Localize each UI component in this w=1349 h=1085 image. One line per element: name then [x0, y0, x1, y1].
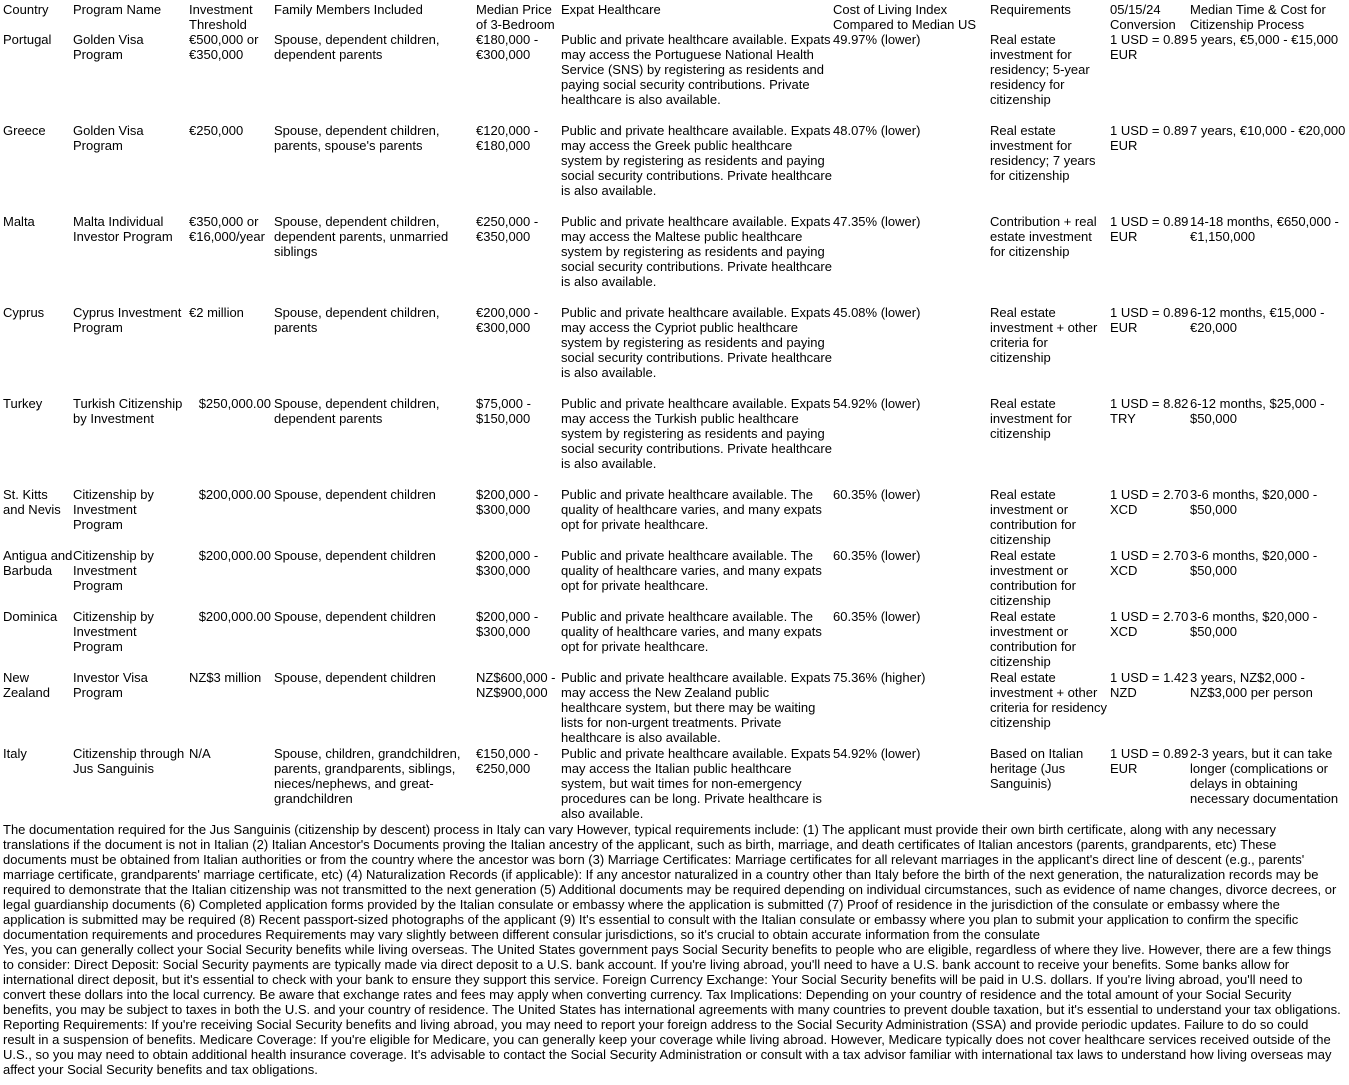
- cell-program[interactable]: Citizenship by Investment Program: [73, 609, 154, 654]
- cell-price[interactable]: €250,000 - €350,000: [476, 214, 539, 244]
- table-row: [3, 214, 1347, 305]
- cell-threshold[interactable]: €500,000 or €350,000: [189, 32, 259, 62]
- cell-threshold[interactable]: $200,000.00: [198, 548, 271, 563]
- cell-healthcare[interactable]: Public and private healthcare available. Expats may access the Turkish public healthcare system by registering as residents and paying social security contributions. Private healthcare is also available.: [561, 396, 832, 471]
- cell-country[interactable]: Italy: [3, 746, 27, 761]
- cell-requirements[interactable]: Real estate investment for citizenship: [990, 396, 1072, 441]
- table-row: [3, 487, 1347, 548]
- cell-country[interactable]: Malta: [3, 214, 35, 229]
- cell-time-cost[interactable]: 3 years, NZ$2,000 - NZ$3,000 per person: [1190, 670, 1313, 700]
- social-security-note[interactable]: Yes, you can generally collect your Social Security benefits while living overseas. The United States government pays Social Security benefits to people who are eligible, regardless of where they live. However, there are a few things to consider: Direct Deposit: Social Security payments are typically made via direct deposit to a U.S. bank account. If you're living abroad, you'll need to have a U.S. bank account to receive your benefits. Some banks allow for international direct deposit, but it's essential to check with your bank to ensure they support this service. Foreign Currency Exchange: Your Social Security benefits will be paid in U.S. dollars. If you're living abroad, you'll need to convert these dollars into the local currency. Be aware that exchange rates and fees may apply when converting currency. Tax Implications: Depending on your country of residence and the total amount of your Social Security benefits, you may be subject to taxes in both the U.S. and your country of residence. The United States has international agreements with many countries to prevent double taxation, but it's essential to understand your tax obligations. Reporting Requirements: If you're receiving Social Security benefits and living abroad, you may need to report your foreign address to the Social Security Administration (SSA) and provide periodic updates. Failure to do so could result in a suspension of benefits. Medicare Coverage: If you're eligible for Medicare, you can generally keep your coverage while living abroad. However, Medicare typically does not cover healthcare services received outside of the U.S., so you may need to obtain additional health insurance coverage. It's advisable to contact the Social Security Administration or consult with a tax advisor familiar with international tax laws to understand how living overseas may affect your Social Security benefits and tax obligations.: [3, 942, 1341, 1077]
- cell-time-cost[interactable]: 6-12 months, €15,000 - €20,000: [1190, 305, 1325, 335]
- header-conversion[interactable]: 05/15/24 Conversion: [1110, 2, 1176, 32]
- cell-cost-of-living[interactable]: 54.92% (lower): [833, 746, 921, 761]
- cell-family[interactable]: Spouse, dependent children: [274, 609, 436, 624]
- cell-country[interactable]: Turkey: [3, 396, 43, 411]
- cell-program[interactable]: Citizenship by Investment Program: [73, 548, 154, 593]
- cell-country[interactable]: Portugal: [3, 32, 52, 47]
- cell-program[interactable]: Golden Visa Program: [73, 123, 144, 153]
- cell-program[interactable]: Citizenship through Jus Sanguinis: [73, 746, 185, 776]
- cell-price[interactable]: €180,000 - €300,000: [476, 32, 539, 62]
- cell-country[interactable]: Greece: [3, 123, 46, 138]
- header-time-cost[interactable]: Median Time & Cost for Citizenship Process: [1190, 2, 1326, 32]
- cell-cost-of-living[interactable]: 60.35% (lower): [833, 548, 921, 563]
- header-family-members[interactable]: Family Members Included: [274, 2, 423, 17]
- cell-family[interactable]: Spouse, dependent children: [274, 670, 436, 685]
- cell-requirements[interactable]: Real estate investment or contribution for citizenship: [990, 548, 1076, 608]
- cell-threshold[interactable]: €350,000 or €16,000/year: [189, 214, 265, 244]
- table-row: [3, 32, 1347, 123]
- cell-threshold[interactable]: NZ$3 million: [189, 670, 262, 685]
- cell-conversion[interactable]: 1 USD = 0.89 EUR: [1110, 123, 1189, 153]
- cell-conversion[interactable]: 1 USD = 0.89 EUR: [1110, 32, 1189, 62]
- cell-healthcare[interactable]: Public and private healthcare available. Expats may access the Italian public healthcare system, but wait times for non-emergency procedures can be long. Private healthcare is also available.: [561, 746, 831, 821]
- cell-requirements[interactable]: Contribution + real estate investment for citizenship: [990, 214, 1097, 259]
- cell-family[interactable]: Spouse, dependent children: [274, 487, 436, 502]
- cell-requirements[interactable]: Real estate investment + other criteria for residency citizenship: [990, 670, 1108, 730]
- cell-price[interactable]: $200,000 - $300,000: [476, 487, 539, 517]
- cell-family[interactable]: Spouse, dependent children, parents: [274, 305, 440, 335]
- cell-healthcare[interactable]: Public and private healthcare available. Expats may access the Maltese public healthcare system by registering as residents and paying social security contributions. Private healthcare is also available.: [561, 214, 832, 289]
- header-country[interactable]: Country: [3, 2, 49, 17]
- cell-cost-of-living[interactable]: 60.35% (lower): [833, 487, 921, 502]
- table-row: [3, 746, 1347, 822]
- cell-family[interactable]: Spouse, dependent children, dependent parents: [274, 396, 440, 426]
- table-row: [3, 396, 1347, 487]
- cell-program[interactable]: Cyprus Investment Program: [73, 305, 182, 335]
- cell-price[interactable]: €200,000 - €300,000: [476, 305, 539, 335]
- cell-requirements[interactable]: Real estate investment for residency; 7 years for citizenship: [990, 123, 1096, 183]
- cell-time-cost[interactable]: 7 years, €10,000 - €20,000: [1190, 123, 1346, 138]
- cell-price[interactable]: $200,000 - $300,000: [476, 548, 539, 578]
- table-row: [3, 123, 1347, 214]
- header-program-name[interactable]: Program Name: [73, 2, 162, 17]
- cell-conversion[interactable]: 1 USD = 2.70 XCD: [1110, 548, 1189, 578]
- cell-time-cost[interactable]: 3-6 months, $20,000 - $50,000: [1190, 609, 1318, 639]
- cell-healthcare[interactable]: Public and private healthcare available. Expats may access the Greek public healthcare system by registering as residents and paying social security contributions. Private healthcare is also available.: [561, 123, 832, 198]
- cell-conversion[interactable]: 1 USD = 2.70 XCD: [1110, 487, 1189, 517]
- cell-price[interactable]: €120,000 - €180,000: [476, 123, 539, 153]
- cell-cost-of-living[interactable]: 54.92% (lower): [833, 396, 921, 411]
- cell-threshold[interactable]: $200,000.00: [198, 487, 271, 502]
- cell-requirements[interactable]: Real estate investment + other criteria for citizenship: [990, 305, 1098, 365]
- cell-price[interactable]: €150,000 - €250,000: [476, 746, 539, 776]
- jus-sanguinis-documentation-note[interactable]: The documentation required for the Jus Sanguinis (citizenship by descent) process in Italy can vary However, typical requirements include: (1) The applicant must provide their own birth certificate, along with any necessary translations if the document is not in Italian (2) Italian Ancestor's Documents proving the Italian ancestry of the applicant, such as birth, marriage, and death certificates of Italian ancestors (parents, grandparents, etc) These documents must be obtained from Italian authorities or from the country where the ancestor was born (3) Marriage Certificates: Marriage certificates for all relevant marriages in the applicant's direct line of descent (e.g., parents' marriage certificate, grandparents' marriage certificate, etc) (4) Naturalization Records (if applicable): If any ancestor naturalized in a country other than Italy before the birth of the next generation, the naturalization records may be required to demonstrate that the Italian citizenship was not transmitted to the next generation (5) Additional documents may be required depending on individual circumstances, such as evidence of name changes, divorce decrees, or legal guardianship documents (6) Completed application forms provided by the Italian consulate or embassy where the application is submitted (7) Proof of residence in the jurisdiction of the consulate or embassy where the application is submitted may be required (8) Recent passport-sized photographs of the applicant (9) It's essential to consult with the Italian consulate or embassy where you plan to submit your application to confirm the specific documentation requirements and procedures Requirements may vary slightly between different consular jurisdictions, so it's crucial to obtain accurate information from the consulate: [3, 822, 1337, 942]
- cell-healthcare[interactable]: Public and private healthcare available. Expats may access the New Zealand public healthcare system, but there may be waiting lists for non-urgent treatments. Private healthcare is also available.: [561, 670, 831, 745]
- cell-time-cost[interactable]: 14-18 months, €650,000 - €1,150,000: [1190, 214, 1339, 244]
- cell-cost-of-living[interactable]: 45.08% (lower): [833, 305, 921, 320]
- citizenship-table: [3, 2, 1347, 822]
- cell-threshold[interactable]: $250,000.00: [198, 396, 271, 411]
- cell-healthcare[interactable]: Public and private healthcare available. The quality of healthcare varies, and many expats opt for private healthcare.: [561, 548, 822, 593]
- cell-threshold[interactable]: $200,000.00: [198, 609, 271, 624]
- cell-conversion[interactable]: 1 USD = 1.42 NZD: [1110, 670, 1189, 700]
- table-row: [3, 548, 1347, 609]
- cell-family[interactable]: Spouse, dependent children, dependent parents, unmarried siblings: [274, 214, 449, 259]
- cell-price[interactable]: $200,000 - $300,000: [476, 609, 539, 639]
- cell-program[interactable]: Investor Visa Program: [73, 670, 148, 700]
- cell-time-cost[interactable]: 5 years, €5,000 - €15,000: [1190, 32, 1339, 47]
- cell-program[interactable]: Citizenship by Investment Program: [73, 487, 154, 532]
- cell-family[interactable]: Spouse, dependent children, parents, spouse's parents: [274, 123, 440, 153]
- cell-country[interactable]: Dominica: [3, 609, 58, 624]
- cell-conversion[interactable]: 1 USD = 2.70 XCD: [1110, 609, 1189, 639]
- header-requirements[interactable]: Requirements: [990, 2, 1071, 17]
- cell-country[interactable]: Cyprus: [3, 305, 45, 320]
- header-expat-healthcare[interactable]: Expat Healthcare: [561, 2, 661, 17]
- cell-time-cost[interactable]: 6-12 months, $25,000 - $50,000: [1190, 396, 1325, 426]
- cell-country[interactable]: St. Kitts and Nevis: [3, 487, 61, 517]
- header-investment-threshold[interactable]: Investment Threshold: [189, 2, 253, 32]
- header-median-price[interactable]: Median Price of 3-Bedroom: [476, 2, 555, 32]
- cell-cost-of-living[interactable]: 48.07% (lower): [833, 123, 921, 138]
- cell-requirements[interactable]: Real estate investment or contribution for citizenship: [990, 609, 1076, 669]
- table-row: [3, 305, 1347, 396]
- cell-conversion[interactable]: 1 USD = 0.89 EUR: [1110, 214, 1189, 244]
- cell-country[interactable]: Antigua and Barbuda: [3, 548, 73, 578]
- cell-conversion[interactable]: 1 USD = 0.89 EUR: [1110, 746, 1189, 776]
- header-row: [3, 2, 1347, 32]
- cell-requirements[interactable]: Real estate investment for residency; 5-year residency for citizenship: [990, 32, 1090, 107]
- cell-cost-of-living[interactable]: 75.36% (higher): [833, 670, 926, 685]
- cell-program[interactable]: Turkish Citizenship by Investment: [73, 396, 183, 426]
- cell-healthcare[interactable]: Public and private healthcare available. Expats may access the Cypriot public healthcare system by registering as residents and paying social security contributions. Private healthcare is also available.: [561, 305, 832, 380]
- cell-time-cost[interactable]: 3-6 months, $20,000 - $50,000: [1190, 487, 1318, 517]
- cell-family[interactable]: Spouse, dependent children: [274, 548, 436, 563]
- cell-cost-of-living[interactable]: 47.35% (lower): [833, 214, 921, 229]
- cell-price[interactable]: NZ$600,000 - NZ$900,000: [476, 670, 556, 700]
- cell-time-cost[interactable]: 2-3 years, but it can take longer (complications or delays in obtaining necessary documentation: [1190, 746, 1339, 806]
- cell-cost-of-living[interactable]: 49.97% (lower): [833, 32, 921, 47]
- cell-country[interactable]: New Zealand: [3, 670, 50, 700]
- cell-threshold[interactable]: €2 million: [189, 305, 244, 320]
- cell-threshold[interactable]: €250,000: [189, 123, 244, 138]
- cell-price[interactable]: $75,000 - $150,000: [476, 396, 531, 426]
- cell-family[interactable]: Spouse, dependent children, dependent parents: [274, 32, 440, 62]
- cell-family[interactable]: Spouse, children, grandchildren, parents, grandparents, siblings, nieces/nephews, and great-grandchildren: [274, 746, 461, 806]
- cell-healthcare[interactable]: Public and private healthcare available. Expats may access the Portuguese National Health Service (SNS) by registering as residents and paying social security contributions. Private healthcare is also available.: [561, 32, 831, 107]
- cell-time-cost[interactable]: 3-6 months, $20,000 - $50,000: [1190, 548, 1318, 578]
- cell-healthcare[interactable]: Public and private healthcare available. The quality of healthcare varies, and many expats opt for private healthcare.: [561, 487, 822, 532]
- cell-conversion[interactable]: 1 USD = 0.89 EUR: [1110, 305, 1189, 335]
- cell-conversion[interactable]: 1 USD = 8.82 TRY: [1110, 396, 1189, 426]
- cell-program[interactable]: Golden Visa Program: [73, 32, 144, 62]
- cell-cost-of-living[interactable]: 60.35% (lower): [833, 609, 921, 624]
- table-row: [3, 609, 1347, 670]
- table-row: [3, 670, 1347, 746]
- cell-threshold[interactable]: N/A: [189, 746, 211, 761]
- cell-program[interactable]: Malta Individual Investor Program: [73, 214, 173, 244]
- header-cost-of-living[interactable]: Cost of Living Index Compared to Median US: [833, 2, 977, 32]
- cell-requirements[interactable]: Real estate investment or contribution for citizenship: [990, 487, 1076, 547]
- cell-requirements[interactable]: Based on Italian heritage (Jus Sanguinis): [990, 746, 1084, 791]
- cell-healthcare[interactable]: Public and private healthcare available. The quality of healthcare varies, and many expats opt for private healthcare.: [561, 609, 822, 654]
